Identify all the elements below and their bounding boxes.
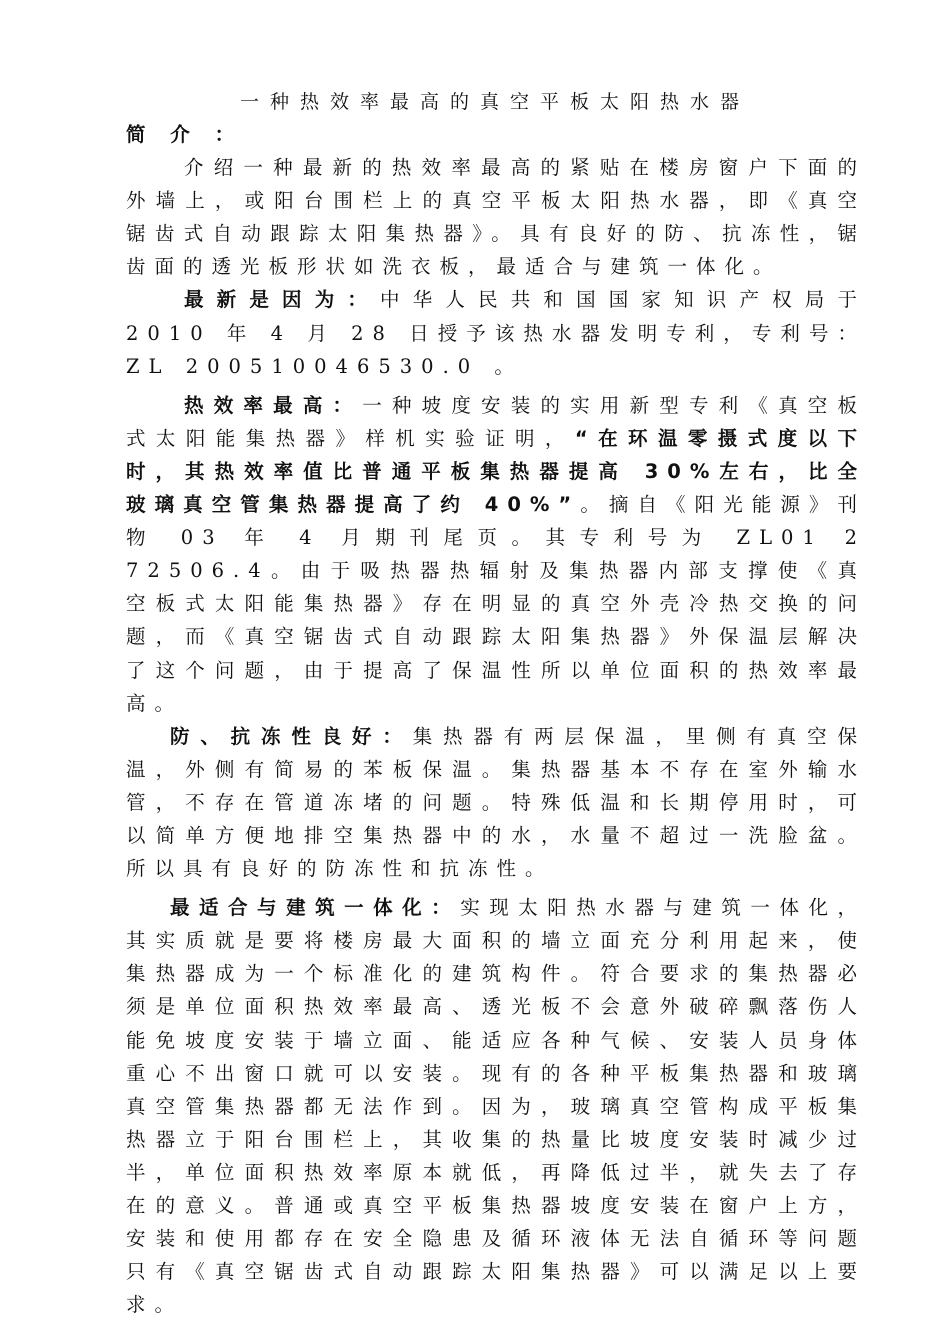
- newest-heading: 最新是因为：: [184, 288, 381, 312]
- intro-text: 介绍一种最新的热效率最高的紧贴在楼房窗户下面的外墙上，或阳台围栏上的真空平板太阳热水器，即《真空锯齿式自动跟踪太阳集热器》。具有良好的防、抗冻性，锯齿面的透光板形状如洗衣板，最适合与建筑一体化。: [126, 156, 866, 279]
- integration-text: 实现太阳热水器与建筑一体化，其实质就是要将楼房最大面积的墙立面充分利用起来，使集热器成为一个标准化的建筑构件。符合要求的集热器必须是单位面积热效率最高、透光板不会意外破碎飘落伤人能免坡度安装于墙立面、能适应各种气候、安装人员身体重心不出窗口就可以安装。现有的各种平板集热器和玻璃真空管集热器都无法作到。因为，玻璃真空管构成平板集热器立于阳台围栏上，其收集的热量比坡度安装时减少过半，单位面积热效率原本就低，再降低过半，就失去了存在的意义。普通或真空平板集热器坡度安装在窗户上方，安装和使用都存在安全隐患及循环液体无法自循环等问题只有《真空锯齿式自动跟踪太阳集热器》可以满足以上要求。: [126, 896, 866, 1317]
- antifreeze-paragraph: [126, 720, 866, 885]
- antifreeze-heading: 防、抗冻性良好：: [170, 724, 413, 748]
- efficiency-quote: “在环温零摄式度以下时，其热效率值比普通平板集热器提高 30%左右，比全玻璃真空管集热器提高了约 40%”: [126, 426, 866, 517]
- integration-heading: 最适合与建筑一体化：: [170, 896, 461, 920]
- newest-text: 中华人民共和国国家知识产权局于 2010 年 4 月 28 日授予该热水器发明专利，专利号： ZL 200510046530.0 。: [126, 288, 866, 378]
- antifreeze-text: 集热器有两层保温，里侧有真空保温，外侧有简易的苯板保温。集热器基本不存在室外输水管，不存在管道冻堵的问题。特殊低温和长期停用时，可以简单方便地排空集热器中的水，水量不超过一洗脸盆。所以具有良好的防冻性和抗冻性。: [126, 724, 866, 881]
- document-title: 一种热效率最高的真空平板太阳热水器: [239, 91, 750, 113]
- intro-heading-paragraph: [126, 118, 866, 151]
- intro-heading: 简 介 ：: [126, 123, 244, 146]
- intro-paragraph: [126, 151, 866, 283]
- integration-paragraph: [126, 891, 866, 1321]
- efficiency-heading: 热效率最高：: [184, 393, 363, 417]
- newest-paragraph: [126, 283, 866, 382]
- efficiency-text-2: 。摘自《阳光能源》刊物 03 年 4 月期刊尾页。其专利号为 ZL01 2 72506.4。由于吸热器热辐射及集热器内部支撑使《真空板式太阳能集热器》存在明显的真空外壳冷热交换的问题，而《真空锯齿式自动跟踪太阳集热器》外保温层解决了这个问题，由于提高了保温性所以单位面积的热效率最高。: [126, 493, 866, 715]
- efficiency-text-1: 一种坡度安装的实用新型专利《真空板式太阳能集热器》样机实验证明，: [126, 393, 866, 450]
- efficiency-paragraph: [126, 389, 866, 720]
- document-body: [126, 118, 866, 1321]
